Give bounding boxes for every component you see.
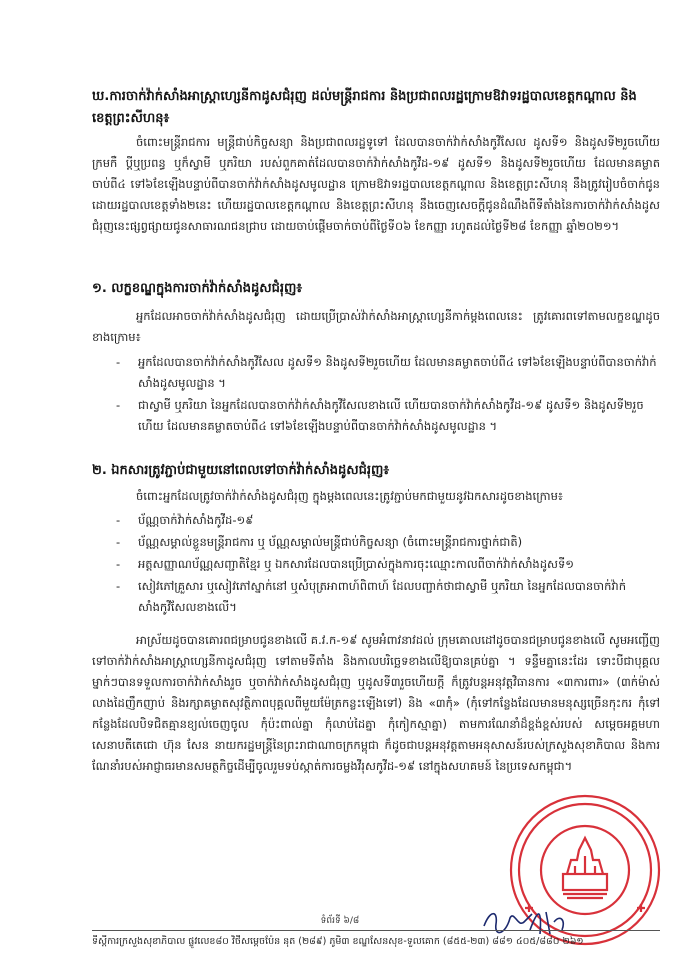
section-1-title: ១. លក្ខខណ្ឌក្នុងការចាក់វ៉ាក់សាំងដូសជំរុញ៖ — [92, 281, 303, 296]
closing-paragraph: អាស្រ័យដូចបានគោរពជម្រាបជូនខាងលើ គ.វ.ក-១៩ សូមអំពាវនាវដល់ ក្រុមគោលដៅដូចបានជម្រាបជូនខាងលើ សូមអញ្ជើញទៅចាក់វ៉ាក់សាំងអាស្ត្រាហ្សេនីកាដូសជំរុញ ទៅតាមទីតាំង និងកាលបរិច្ឆេទខាងលើឱ្យបានគ្រប់គ្នា ។ ទន្ទឹមគ្នានេះដែរ ទោះបីជាបុគ្គលម្នាក់ៗបានទទួលការចាក់វ៉ាក់សាំងរួច ឬចាក់វ៉ាក់សាំងដូសជំរុញ ឬដូសទី៣រួចហើយក្ដី ក៏ត្រូវបន្តអនុវត្តវិធានការ «៣ការពារ» (៣ក់ម៉ាស់ លាងដៃញឹកញាប់ និងរក្សាគម្លាតសុវត្ថិភាពបុគ្គលពីមួយម៉ែត្រកន្លះឡើងទៅ) និង «៣កុំ» (កុំទៅកន្លែងដែលមានមនុស្សច្រើនកុះករ កុំទៅកន្លែងដែលបិទជិតគ្មានខ្យល់ចេញចូល កុំប៉ះពាល់គ្នា កុំលាប់ដៃគ្នា កុំកៀកស្មាគ្នា) តាមការណែនាំដ៏ខ្ពង់ខ្ពស់របស់ សម្ដេចអគ្គមហាសេនាបតីតេជោ ហ៊ុន សែន នាយករដ្ឋមន្ត្រីនៃព្រះរាជាណាចក្រកម្ពុជា ក៏ដូចជាបន្តអនុវត្តតាមអនុសាសន៍របស់ក្រសួងសុខាភិបាល និងការណែនាំរបស់អាជ្ញាធរមានសមត្ថកិច្ចដើម្បីចូលរួមទប់ស្កាត់ការចម្លងវីរុសកូវីដ-១៩ នៅក្នុងសហគមន៍ នៃប្រទេសកម្ពុជា។ — [92, 633, 660, 773]
section-2-intro: ចំពោះអ្នកដែលត្រូវចាក់វ៉ាក់សាំងដូសជំរុញ ក្នុងម្ដងពេលនេះត្រូវភ្ជាប់មកជាមួយនូវឯកសារដូចខាងក្រោម៖ — [136, 489, 563, 503]
section-a-paragraph: ចំពោះមន្ត្រីរាជការ មន្ត្រីជាប់កិច្ចសន្យា និងប្រជាពលរដ្ឋទូទៅ ដែលបានចាក់វ៉ាក់សាំងកូវីសែល ដូសទី១ និងដូសទី២រួចហើយ ក្រមកឺ ប្ដីឬប្រពន្ធ ឬក៏ស្វាមី ឬភរិយា របស់ពួកគាត់ដែលបានចាក់វ៉ាក់សាំងកូវីដ-១៩ ដូសទី១ និងដូសទី២រួចហើយ ដែលមានគម្លាតចាប់ពី៤ ទៅ៦ខែឡើងបន្ទាប់ពីបានចាក់វ៉ាក់សាំងដូសមូលដ្ឋាន ក្រោមឱវាទរដ្ឋបាលខេត្តកណ្ដាល និងខេត្តព្រះសីហនុ នឹងត្រូវរៀបចំចាក់ជូនដោយរដ្ឋបាលខេត្តទាំង២នេះ ហើយរដ្ឋបាលខេត្តកណ្ដាល និងខេត្តព្រះសីហនុ នឹងចេញសេចក្ដីជូនដំណឹងពីទីតាំងនៃការចាក់វ៉ាក់សាំងដូសជំរុញនេះផ្សព្វផ្សាយជូនសាធារណជនជ្រាប ដោយចាប់ផ្ដើមចាក់ចាប់ពីថ្ងៃទី០៦ ខែកញ្ញា រហូតដល់ថ្ងៃទី២៨ ខែកញ្ញា ឆ្នាំ២០២១។ — [92, 135, 660, 233]
list-item: - ប័ណ្ណសម្គាល់ខ្លួនមន្ត្រីរាជការ ឬ ប័ណ្ណសម្គាល់មន្ត្រីជាប់កិច្ចសន្យា (ចំពោះមន្ត្រីរាជការថ្នាក់ជាតិ) — [112, 532, 660, 553]
section-a-title: ឃ.ការចាក់វ៉ាក់សាំងអាស្ត្រាហ្សេនីកាដូសជំរុញ ដល់មន្ត្រីរាជការ និងប្រជាពលរដ្ឋក្រោមឱវាទរដ្ឋបាលខេត្តកណ្ដាល និងខេត្តព្រះសីហនុ៖ — [92, 89, 637, 126]
section-2-documents-list — [112, 510, 660, 619]
list-item: - ប័ណ្ណចាក់វ៉ាក់សាំងកូវីដ-១៩ — [112, 510, 660, 531]
list-item: - សៀវភៅគ្រួសារ ឬសៀវភៅស្នាក់នៅ ឬសំបុត្រអាពាហ៍ពិពាហ៍ ដែលបញ្ជាក់ថាជាស្វាមី ឬភរិយា នៃអ្នកដែលបានចាក់វ៉ាក់សាំងកូវីសែលខាងលើ។ — [112, 576, 660, 618]
list-item: - អត្តសញ្ញាណប័ណ្ណសញ្ជាតិខ្មែរ ឬ ឯកសារដែលបានប្រើប្រាស់ក្នុងការចុះឈ្មោះកាលពីចាក់វ៉ាក់សាំងដូសទី១ — [112, 554, 660, 575]
footer-address: ទីស្ដីការក្រសួងសុខាភិបាល ផ្លូវលេខ៨០ វិថីសម្ដេចប៉ែន នុត (២៨៩) ភូមិ៣ ខណ្ឌសែនសុខ-ទួលគោក (៨៥៥-២៣) ៨៨១ ៤០៥/៨៨០ ២៦១ — [92, 936, 584, 947]
list-item: - ជាស្វាមី ឬភរិយា នៃអ្នកដែលបានចាក់វ៉ាក់សាំងកូវីសែលខាងលើ ហើយបានចាក់វ៉ាក់សាំងកូវីដ-១៩ ដូសទី១ និងដូសទី២រួចហើយ ដែលមានគម្លាតចាប់ពី៤ ទៅ៦ខែឡើងបន្ទាប់ពីបានចាក់វ៉ាក់សាំងដូសមូលដ្ឋាន ។ — [112, 395, 660, 437]
section-2-title: ២. ឯកសារត្រូវភ្ជាប់ជាមួយនៅពេលទៅចាក់វ៉ាក់សាំងដូសជំរុញ៖ — [92, 463, 390, 478]
section-1-intro: អ្នកដែលអាចចាក់វ៉ាក់សាំងដូសជំរុញ ដោយប្រើប្រាស់វ៉ាក់សាំងអាស្ត្រាហ្សេនីកាក់ម្ដងពេលនេះ ត្រូវគោរពទៅតាមលក្ខខណ្ឌដូចខាងក្រោម៖ — [92, 309, 660, 344]
section-1-conditions-list — [112, 352, 660, 438]
footer-divider — [92, 930, 660, 931]
page-number: ទំព័រទី ៦/៨ — [320, 916, 360, 926]
list-item: - អ្នកដែលបានចាក់វ៉ាក់សាំងកូវីសែល ដូសទី១ និងដូសទី២រួចហើយ ដែលមានគម្លាតចាប់ពី៤ ទៅ៦ខែឡើងបន្ទាប់ពីបានចាក់វ៉ាក់សាំងដូសមូលដ្ឋាន ។ — [112, 352, 660, 394]
